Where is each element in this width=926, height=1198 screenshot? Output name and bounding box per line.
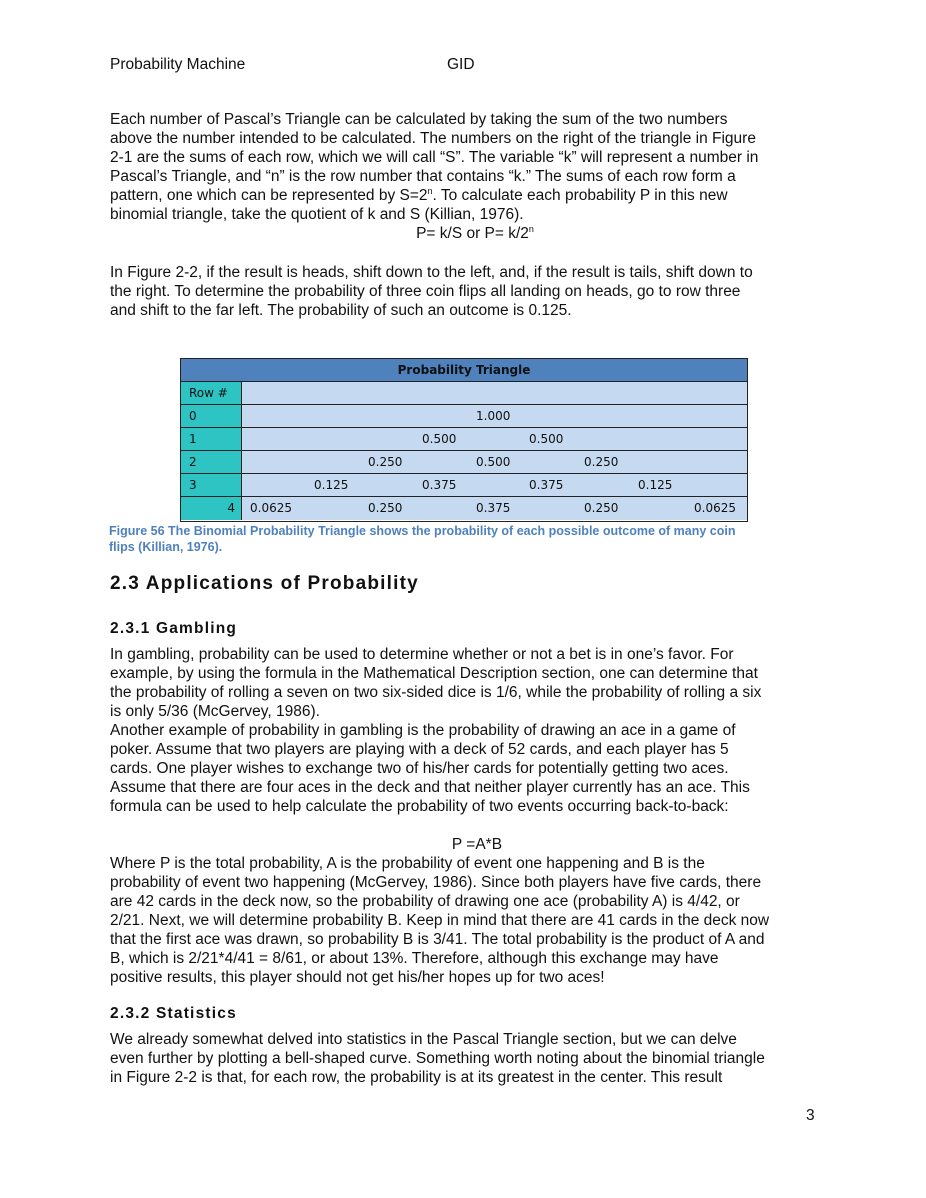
table-row [181,497,747,520]
probability-value: 1.000 [476,409,511,423]
text-line: binomial triangle, take the quotient of k and S (Killian, 1976). [110,206,524,223]
row-number-cell: 4 [181,497,242,520]
text-line: Where P is the total probability, A is the probability of event one happening and B is the [110,855,705,872]
formula-text: P= k/S or P= k/2 [416,225,529,242]
text-line: cards. One player wishes to exchange two of his/her cards for potentially getting two aces. [110,760,729,777]
text-line: Assume that there are four aces in the deck and that neither player currently has an ace. This [110,779,750,796]
probability-value: 0.125 [638,478,673,492]
row-values-cell [242,405,747,428]
text-line: Pascal’s Triangle, and “n” is the row number that contains “k.” The sums of each row form a [110,168,736,185]
probability-value: 0.375 [529,478,564,492]
probability-value: 0.500 [422,432,457,446]
section-heading: 2.3 Applications of Probability [110,573,419,594]
probability-triangle-table [180,358,748,522]
text-line: in Figure 2-2 is that, for each row, the probability is at its greatest in the center. This result [110,1069,723,1086]
table-row [181,428,747,451]
text-line: the probability of rolling a seven on two six-sided dice is 1/6, while the probability of rolling a six [110,684,762,701]
figure-paragraph [110,263,820,320]
row-number-cell: 1 [181,428,242,451]
probability-value: 0.375 [476,501,511,515]
text-line: are 42 cards in the deck now, so the probability of drawing one ace (probability A) is 4/42, or [110,893,740,910]
row-values-cell [242,428,747,451]
formula-product: P =A*B [451,836,503,853]
page-number: 3 [806,1107,815,1124]
text-line: the right. To determine the probability of three coin flips all landing on heads, go to row three [110,283,741,300]
text-line: poker. Assume that two players are playing with a deck of 52 cards, and each player has 5 [110,741,729,758]
probability-value: 0.250 [368,501,403,515]
text-line: even further by plotting a bell-shaped curve. Something worth noting about the binomial triangle [110,1050,765,1067]
superscript: n [427,185,433,196]
text-segment: pattern, one which can be represented by S=2 [110,187,428,204]
text-line: is only 5/36 (McGervey, 1986). [110,703,320,720]
running-header-gid: GID [447,56,475,73]
text-line: probability of event two happening (McGervey, 1986). Since both players have five cards, there [110,874,762,891]
probability-value: 0.500 [529,432,564,446]
header-data-cell [242,382,747,405]
probability-value: 0.250 [368,455,403,469]
gambling-paragraph [110,645,820,816]
row-number-cell: 0 [181,405,242,428]
text-line: 2-1 are the sums of each row, which we will call “S”. The variable “k” will represent a number in [110,149,759,166]
text-line: In Figure 2-2, if the result is heads, shift down to the left, and, if the result is tails, shift down to [110,264,753,281]
text-line: Each number of Pascal’s Triangle can be calculated by taking the sum of the two numbers [110,111,728,128]
subsection-heading-statistics: 2.3.2 Statistics [110,1005,237,1022]
statistics-paragraph [110,1030,820,1087]
text-line: that the first ace was drawn, so probability B is 3/41. The total probability is the product of A and [110,931,765,948]
table-title: Probability Triangle [181,359,747,382]
running-header-title: Probability Machine [110,56,246,73]
row-values-cell [242,474,747,497]
row-number-cell: 2 [181,451,242,474]
text-line: and shift to the far left. The probability of such an outcome is 0.125. [110,302,572,319]
probability-value: 0.250 [584,501,619,515]
text-line: formula can be used to help calculate the probability of two events occurring back-to-back: [110,798,729,815]
formula-probability [110,224,820,243]
text-line: B, which is 2/21*4/41 = 8/61, or about 13%. Therefore, although this exchange may have [110,950,719,967]
superscript: n [528,223,534,234]
text-line: positive results, this player should not get his/her hopes up for two aces! [110,969,605,986]
figure-caption [109,523,809,555]
probability-value: 0.500 [476,455,511,469]
text-line: In gambling, probability can be used to determine whether or not a bet is in one’s favor. For [110,646,734,663]
row-number-cell: 3 [181,474,242,497]
text-line: 2/21. Next, we will determine probability B. Keep in mind that there are 41 cards in the deck now [110,912,770,929]
text-line: We already somewhat delved into statistics in the Pascal Triangle section, but we can delve [110,1031,737,1048]
table-row [181,451,747,474]
text-line: example, by using the formula in the Mathematical Description section, one can determine that [110,665,758,682]
probability-value: 0.0625 [250,501,292,515]
text-line: Another example of probability in gambling is the probability of drawing an ace in a game of [110,722,736,739]
table-row [181,405,747,428]
table-header-row [181,382,747,405]
caption-line: flips (Killian, 1976). [109,540,223,554]
subsection-heading-gambling: 2.3.1 Gambling [110,620,238,637]
intro-paragraph [110,110,820,243]
text-segment: . To calculate each probability P in this new [432,187,728,204]
text-line: above the number intended to be calculated. The numbers on the right of the triangle in Figure [110,130,756,147]
gambling-paragraph-2 [110,854,820,987]
row-values-cell [242,451,747,474]
probability-value: 0.125 [314,478,349,492]
caption-line: Figure 56 The Binomial Probability Triangle shows the probability of each possible outcome of many coin [109,524,736,538]
text-line [110,186,820,205]
row-header-cell: Row # [181,382,242,405]
row-values-cell [242,497,747,520]
table-row [181,474,747,497]
probability-value: 0.250 [584,455,619,469]
probability-value: 0.375 [422,478,457,492]
probability-value: 0.0625 [694,501,736,515]
